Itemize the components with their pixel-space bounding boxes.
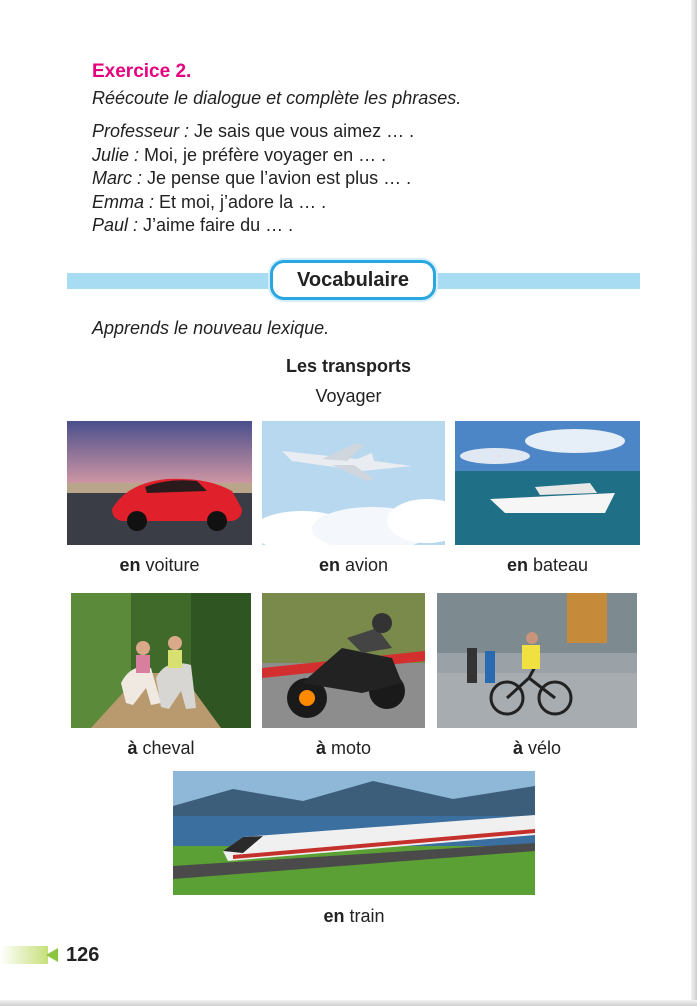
caption-word: train bbox=[344, 906, 385, 926]
line-text: Je pense que l’avion est plus … . bbox=[142, 168, 412, 188]
line-text: Je sais que vous aimez … . bbox=[189, 121, 415, 141]
speaker: Emma : bbox=[92, 191, 155, 212]
car-photo bbox=[67, 421, 252, 545]
caption-word: moto bbox=[325, 738, 372, 758]
caption-avion bbox=[262, 555, 445, 576]
dialogue-line bbox=[92, 214, 652, 238]
plane-photo bbox=[262, 421, 445, 545]
caption-velo bbox=[437, 738, 637, 759]
caption-prep: en bbox=[318, 555, 340, 575]
dialogue-line bbox=[92, 167, 652, 191]
dialogue-line bbox=[92, 120, 652, 144]
caption-word: cheval bbox=[137, 738, 195, 758]
boat-photo bbox=[455, 421, 640, 545]
caption-train bbox=[173, 906, 535, 927]
page-edge-bottom bbox=[0, 1000, 697, 1006]
caption-cheval bbox=[71, 738, 251, 759]
caption-voiture bbox=[67, 555, 252, 576]
motorbike-photo bbox=[262, 593, 425, 728]
caption-moto bbox=[262, 738, 425, 759]
caption-prep: en bbox=[119, 555, 141, 575]
vocabulary-label: Vocabulaire bbox=[297, 269, 409, 291]
bicycle-photo bbox=[437, 593, 637, 728]
exercise-instruction: Réécoute le dialogue et complète les phrases. bbox=[92, 88, 462, 108]
speaker: Professeur : bbox=[92, 121, 190, 141]
vocabulary-heading bbox=[270, 260, 436, 300]
caption-prep: en bbox=[323, 906, 345, 926]
section-title: Les transports bbox=[285, 356, 412, 376]
line-text: Moi, je préfère voyager en … . bbox=[139, 144, 387, 165]
dialogue-line bbox=[92, 144, 652, 168]
caption-prep: à bbox=[315, 738, 326, 758]
vocabulary-instruction: Apprends le nouveau lexique. bbox=[92, 318, 330, 338]
speaker: Julie : bbox=[92, 144, 140, 165]
caption-prep: en bbox=[506, 555, 528, 575]
horse-photo bbox=[71, 593, 251, 728]
section-subtitle: Voyager bbox=[315, 386, 382, 406]
train-photo bbox=[173, 771, 535, 895]
dialogue bbox=[92, 120, 652, 238]
speaker: Paul : bbox=[92, 215, 139, 235]
line-text: Et moi, j’adore la … . bbox=[154, 191, 327, 212]
caption-word: voiture bbox=[140, 555, 200, 575]
exercise-title: Exercice 2. bbox=[92, 61, 192, 82]
page-tab-bar bbox=[0, 946, 48, 964]
caption-word: avion bbox=[339, 555, 389, 575]
page-edge bbox=[691, 0, 697, 1006]
caption-prep: à bbox=[127, 738, 138, 758]
page-tab-arrow-icon bbox=[46, 948, 58, 962]
exercise-block bbox=[92, 60, 652, 238]
caption-word: bateau bbox=[527, 555, 589, 575]
caption-word: vélo bbox=[522, 738, 562, 758]
line-text: J’aime faire du … . bbox=[138, 215, 294, 235]
speaker: Marc : bbox=[92, 168, 143, 188]
dialogue-line bbox=[92, 191, 652, 215]
page-number: 126 bbox=[66, 944, 100, 966]
caption-bateau bbox=[455, 555, 640, 576]
caption-prep: à bbox=[512, 738, 523, 758]
